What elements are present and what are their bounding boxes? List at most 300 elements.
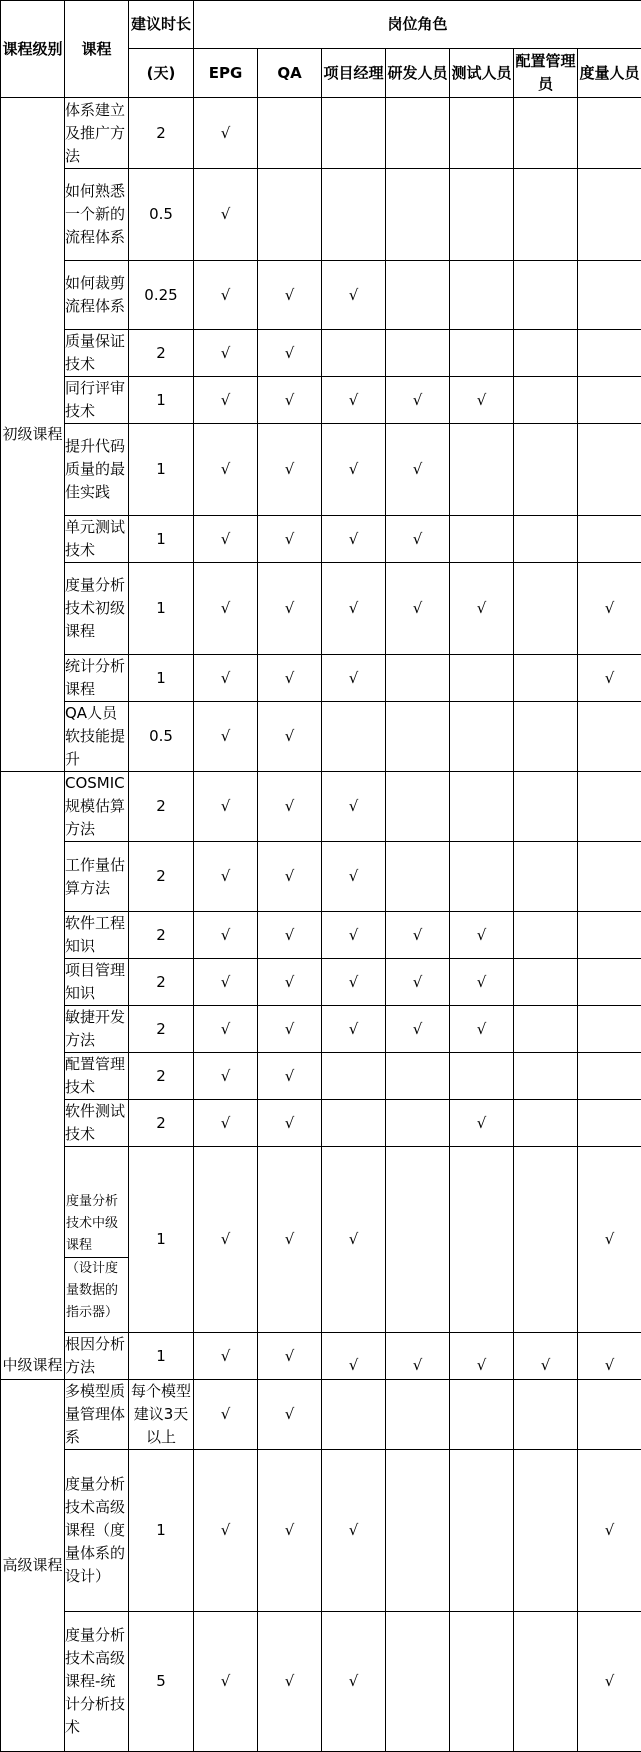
role-cell-pm [322,1450,386,1612]
course-name: 统计分析课程 [65,655,129,702]
role-cell-test [450,1147,514,1333]
check-mark-icon: √ [221,926,231,944]
role-cell-test [450,959,514,1006]
role-cell-test [450,261,514,330]
role-cell-qa [258,1380,322,1450]
role-cell-dev [386,516,450,563]
course-name: 度量分析技术高级课程-统计分析技术 [65,1612,129,1752]
course-name: 度量分析技术高级课程（度量体系的设计） [65,1450,129,1612]
check-mark-icon: √ [349,867,359,885]
role-cell-qa [258,330,322,377]
role-cell-pm [322,1100,386,1147]
table-row [1,1147,641,1333]
header-role-epg: EPG [194,49,258,98]
role-cell-pm [322,1053,386,1100]
check-mark-icon: √ [605,1356,615,1374]
role-cell-test [450,330,514,377]
role-cell-epg [194,377,258,424]
course-duration: 2 [129,1006,194,1053]
role-cell-test [450,655,514,702]
check-mark-icon: √ [349,599,359,617]
role-cell-epg [194,772,258,842]
check-mark-icon: √ [221,973,231,991]
role-cell-dev [386,1147,450,1333]
role-cell-epg [194,169,258,261]
check-mark-icon: √ [285,286,295,304]
role-cell-test [450,377,514,424]
course-duration: 1 [129,377,194,424]
course-name: 质量保证技术 [65,330,129,377]
role-cell-epg [194,1333,258,1380]
role-cell-measure [578,1333,641,1380]
role-cell-pm [322,1147,386,1333]
check-mark-icon: √ [221,1230,231,1248]
role-cell-test [450,563,514,655]
check-mark-icon: √ [221,727,231,745]
course-duration: 1 [129,1450,194,1612]
check-mark-icon: √ [221,286,231,304]
header-course: 课程 [65,1,129,98]
table-row [1,1333,641,1380]
role-cell-qa [258,1450,322,1612]
course-name: 配置管理技术 [65,1053,129,1100]
check-mark-icon: √ [477,391,487,409]
role-cell-dev [386,772,450,842]
check-mark-icon: √ [413,1020,423,1038]
table-row [1,1380,641,1450]
check-mark-icon: √ [349,1230,359,1248]
course-name [65,1147,129,1333]
level-advanced: 高级课程 [1,1380,65,1752]
header-role-test: 测试人员 [450,49,514,98]
course-duration: 5 [129,1612,194,1752]
role-cell-test [450,516,514,563]
role-cell-pm [322,169,386,261]
table-row [1,563,641,655]
role-cell-qa [258,655,322,702]
role-cell-config [514,1380,578,1450]
role-cell-test [450,1100,514,1147]
table-row [1,516,641,563]
role-cell-measure [578,261,641,330]
role-cell-qa [258,842,322,912]
role-cell-config [514,772,578,842]
check-mark-icon: √ [221,205,231,223]
role-cell-dev [386,261,450,330]
table-row [1,377,641,424]
role-cell-dev [386,655,450,702]
course-duration: 0.5 [129,169,194,261]
course-duration: 2 [129,959,194,1006]
check-mark-icon: √ [477,1114,487,1132]
role-cell-pm [322,702,386,772]
role-cell-dev [386,702,450,772]
check-mark-icon: √ [349,669,359,687]
check-mark-icon: √ [413,973,423,991]
role-cell-test [450,1053,514,1100]
check-mark-icon: √ [285,1230,295,1248]
course-name: 软件工程知识 [65,912,129,959]
role-cell-epg [194,842,258,912]
check-mark-icon: √ [285,867,295,885]
check-mark-icon: √ [477,926,487,944]
check-mark-icon: √ [605,599,615,617]
check-mark-icon: √ [221,1020,231,1038]
role-cell-measure [578,424,641,516]
role-cell-test [450,912,514,959]
table-row [1,842,641,912]
check-mark-icon: √ [221,344,231,362]
check-mark-icon: √ [221,669,231,687]
role-cell-measure [578,655,641,702]
role-cell-config [514,98,578,169]
role-cell-measure [578,563,641,655]
role-cell-qa [258,1147,322,1333]
role-cell-test [450,842,514,912]
course-name: 同行评审技术 [65,377,129,424]
role-cell-dev [386,330,450,377]
role-cell-epg [194,912,258,959]
course-duration: 0.25 [129,261,194,330]
course-duration: 2 [129,1053,194,1100]
course-name: 如何熟悉一个新的流程体系 [65,169,129,261]
role-cell-qa [258,1006,322,1053]
course-name: 如何裁剪流程体系 [65,261,129,330]
course-name: QA人员软技能提升 [65,702,129,772]
table-row [1,1100,641,1147]
role-cell-qa [258,98,322,169]
role-cell-pm [322,261,386,330]
role-cell-measure [578,842,641,912]
header-role-pm: 项目经理 [322,49,386,98]
role-cell-test [450,772,514,842]
check-mark-icon: √ [349,1356,359,1374]
check-mark-icon: √ [605,669,615,687]
role-cell-measure [578,912,641,959]
role-cell-pm [322,842,386,912]
course-name: COSMIC规模估算方法 [65,772,129,842]
table-row [1,169,641,261]
course-duration: 1 [129,1333,194,1380]
table-row [1,959,641,1006]
role-cell-epg [194,261,258,330]
check-mark-icon: √ [221,797,231,815]
role-cell-epg [194,424,258,516]
role-cell-pm [322,330,386,377]
role-cell-config [514,1333,578,1380]
header-role-measure: 度量人员 [578,49,641,98]
course-name: 项目管理知识 [65,959,129,1006]
role-cell-test [450,1333,514,1380]
table-row [1,330,641,377]
check-mark-icon: √ [349,460,359,478]
check-mark-icon: √ [285,1067,295,1085]
role-cell-measure [578,1006,641,1053]
table-row [1,702,641,772]
check-mark-icon: √ [221,1405,231,1423]
check-mark-icon: √ [221,460,231,478]
role-cell-epg [194,702,258,772]
course-duration: 0.5 [129,702,194,772]
role-cell-qa [258,516,322,563]
header-level: 课程级别 [1,1,65,98]
check-mark-icon: √ [349,973,359,991]
role-cell-epg [194,1450,258,1612]
course-duration: 1 [129,655,194,702]
table-row [1,1612,641,1752]
check-mark-icon: √ [221,599,231,617]
role-cell-qa [258,169,322,261]
role-cell-measure [578,1053,641,1100]
course-name: 工作量估算方法 [65,842,129,912]
role-cell-dev [386,1006,450,1053]
role-cell-measure [578,1100,641,1147]
role-cell-config [514,702,578,772]
role-cell-dev [386,424,450,516]
role-cell-pm [322,959,386,1006]
header-role-config: 配置管理员 [514,49,578,98]
course-name: 多模型质量管理体系 [65,1380,129,1450]
role-cell-pm [322,377,386,424]
role-cell-config [514,1006,578,1053]
role-cell-qa [258,563,322,655]
role-cell-pm [322,1333,386,1380]
course-duration: 每个模型建议3天以上 [129,1380,194,1450]
check-mark-icon: √ [349,530,359,548]
role-cell-config [514,424,578,516]
role-cell-epg [194,1100,258,1147]
check-mark-icon: √ [285,973,295,991]
course-name-note: （设计度量数据的指示器） [65,1258,128,1332]
role-cell-config [514,1147,578,1333]
role-cell-pm [322,563,386,655]
role-cell-measure [578,959,641,1006]
course-name: 提升代码质量的最佳实践 [65,424,129,516]
role-cell-measure [578,1612,641,1752]
role-cell-dev [386,1053,450,1100]
role-cell-epg [194,516,258,563]
role-cell-dev [386,1100,450,1147]
header-role-dev: 研发人员 [386,49,450,98]
role-cell-measure [578,516,641,563]
check-mark-icon: √ [413,530,423,548]
check-mark-icon: √ [413,460,423,478]
role-cell-test [450,98,514,169]
level-basic: 初级课程 [1,98,65,772]
course-duration: 2 [129,98,194,169]
check-mark-icon: √ [605,1230,615,1248]
header-duration: 建议时长 [129,1,194,49]
role-cell-qa [258,1333,322,1380]
role-cell-dev [386,1450,450,1612]
role-cell-dev [386,1612,450,1752]
header-roles-group: 岗位角色 [194,1,641,49]
table-row [1,424,641,516]
role-cell-config [514,377,578,424]
check-mark-icon: √ [285,1521,295,1539]
check-mark-icon: √ [349,1020,359,1038]
role-cell-test [450,1006,514,1053]
role-cell-measure [578,702,641,772]
check-mark-icon: √ [285,1672,295,1690]
role-cell-measure [578,772,641,842]
role-cell-config [514,912,578,959]
role-cell-config [514,330,578,377]
role-cell-qa [258,1100,322,1147]
role-cell-pm [322,912,386,959]
check-mark-icon: √ [285,599,295,617]
role-cell-test [450,702,514,772]
check-mark-icon: √ [477,1020,487,1038]
check-mark-icon: √ [413,391,423,409]
role-cell-dev [386,959,450,1006]
check-mark-icon: √ [349,286,359,304]
course-name: 单元测试技术 [65,516,129,563]
role-cell-config [514,1053,578,1100]
role-cell-qa [258,959,322,1006]
role-cell-epg [194,1053,258,1100]
role-cell-measure [578,169,641,261]
role-cell-pm [322,1612,386,1752]
role-cell-config [514,261,578,330]
role-cell-dev [386,377,450,424]
course-name: 度量分析技术初级课程 [65,563,129,655]
course-name-text: 度量分析技术中级课程 [66,1191,128,1257]
check-mark-icon: √ [221,391,231,409]
role-cell-pm [322,516,386,563]
role-cell-qa [258,424,322,516]
check-mark-icon: √ [349,1521,359,1539]
check-mark-icon: √ [413,599,423,617]
check-mark-icon: √ [221,867,231,885]
table-row [1,261,641,330]
check-mark-icon: √ [285,1114,295,1132]
check-mark-icon: √ [477,599,487,617]
table-row [1,772,641,842]
table-row [1,1450,641,1612]
role-cell-epg [194,1006,258,1053]
role-cell-dev [386,563,450,655]
check-mark-icon: √ [221,1067,231,1085]
role-cell-qa [258,772,322,842]
role-cell-pm [322,1006,386,1053]
check-mark-icon: √ [349,391,359,409]
check-mark-icon: √ [413,926,423,944]
role-cell-test [450,424,514,516]
role-cell-measure [578,1147,641,1333]
table-row [1,1006,641,1053]
role-cell-epg [194,1612,258,1752]
header-duration-unit: (天) [129,49,194,98]
role-cell-epg [194,330,258,377]
role-cell-qa [258,702,322,772]
role-cell-test [450,1612,514,1752]
role-cell-measure [578,1450,641,1612]
role-cell-qa [258,1053,322,1100]
role-cell-test [450,1450,514,1612]
role-cell-config [514,516,578,563]
header-role-qa: QA [258,49,322,98]
check-mark-icon: √ [221,1347,231,1365]
role-cell-config [514,169,578,261]
role-cell-measure [578,1380,641,1450]
role-cell-epg [194,98,258,169]
role-cell-dev [386,169,450,261]
table-row [1,912,641,959]
role-cell-dev [386,842,450,912]
role-cell-pm [322,655,386,702]
role-cell-measure [578,330,641,377]
role-cell-epg [194,563,258,655]
role-cell-test [450,169,514,261]
role-cell-pm [322,98,386,169]
level-intermediate: 中级课程 [1,772,65,1380]
check-mark-icon: √ [285,727,295,745]
role-cell-dev [386,98,450,169]
table-row [1,1053,641,1100]
check-mark-icon: √ [349,1672,359,1690]
check-mark-icon: √ [285,344,295,362]
role-cell-measure [578,98,641,169]
course-duration: 2 [129,1100,194,1147]
check-mark-icon: √ [477,973,487,991]
check-mark-icon: √ [285,797,295,815]
role-cell-qa [258,377,322,424]
course-duration: 2 [129,330,194,377]
role-cell-epg [194,959,258,1006]
check-mark-icon: √ [221,1672,231,1690]
check-mark-icon: √ [285,926,295,944]
table-row [1,655,641,702]
role-cell-pm [322,424,386,516]
check-mark-icon: √ [605,1672,615,1690]
check-mark-icon: √ [349,797,359,815]
check-mark-icon: √ [285,669,295,687]
role-cell-dev [386,1333,450,1380]
check-mark-icon: √ [221,1114,231,1132]
check-mark-icon: √ [221,124,231,142]
course-duration: 2 [129,772,194,842]
course-duration: 1 [129,424,194,516]
role-cell-config [514,655,578,702]
check-mark-icon: √ [285,1347,295,1365]
course-name: 体系建立及推广方法 [65,98,129,169]
course-duration: 2 [129,912,194,959]
course-duration: 1 [129,516,194,563]
role-cell-config [514,563,578,655]
check-mark-icon: √ [285,391,295,409]
role-cell-config [514,1612,578,1752]
role-cell-pm [322,1380,386,1450]
role-cell-qa [258,1612,322,1752]
role-cell-epg [194,1147,258,1333]
course-name: 敏捷开发方法 [65,1006,129,1053]
role-cell-config [514,842,578,912]
role-cell-dev [386,912,450,959]
check-mark-icon: √ [285,460,295,478]
role-cell-epg [194,655,258,702]
check-mark-icon: √ [221,1521,231,1539]
role-cell-pm [322,772,386,842]
role-cell-config [514,1100,578,1147]
role-cell-measure [578,377,641,424]
check-mark-icon: √ [285,530,295,548]
check-mark-icon: √ [221,530,231,548]
check-mark-icon: √ [285,1405,295,1423]
role-cell-epg [194,1380,258,1450]
course-duration: 1 [129,1147,194,1333]
table-row [1,98,641,169]
